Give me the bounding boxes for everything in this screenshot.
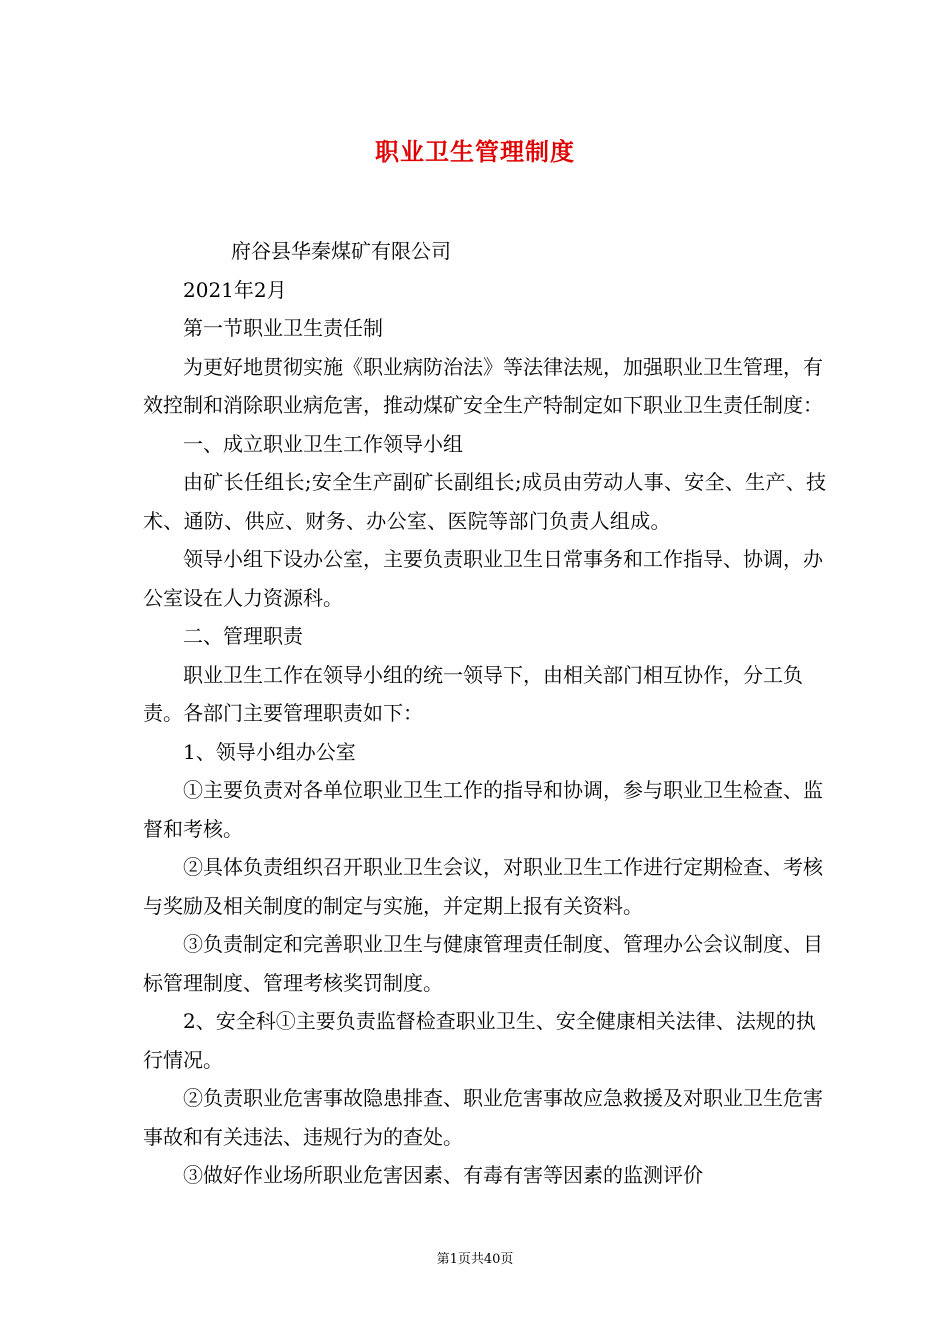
footer-total-pages: 40 — [483, 1252, 501, 1267]
paragraph: ②具体负责组织召开职业卫生会议，对职业卫生工作进行定期检查、考核与奖励及相关制度的制定与实施，并定期上报有关资料。 — [143, 855, 823, 918]
paragraph: 2、安全科①主要负责监督检查职业卫生、安全健康相关法律、法规的执行情况。 — [143, 1009, 816, 1072]
paragraph: 为更好地贯彻实施《职业病防治法》等法律法规，加强职业卫生管理，有效控制和消除职业病危害，推动煤矿安全生产特制定如下职业卫生责任制度： — [143, 354, 823, 417]
page-footer — [0, 1248, 950, 1267]
company-name: 府谷县华秦煤矿有限公司 — [231, 239, 451, 263]
document-body — [143, 232, 833, 1195]
paragraph: ①主要负责对各单位职业卫生工作的指导和协调，参与职业卫生检查、监督和考核。 — [143, 778, 823, 841]
paragraph: 职业卫生工作在领导小组的统一领导下，由相关部门相互协作，分工负责。各部门主要管理职责如下： — [143, 662, 803, 725]
document-date: 2021年2月 — [183, 277, 287, 302]
paragraph: 由矿长任组长;安全生产副矿长副组长;成员由劳动人事、安全、生产、技术、通防、供应、财务、办公室、医院等部门负责人组成。 — [143, 470, 827, 533]
paragraph: ③做好作业场所职业危害因素、有毒有害等因素的监测评价 — [183, 1163, 703, 1187]
footer-prefix: 第 — [436, 1252, 450, 1267]
footer-suffix: 页 — [500, 1252, 514, 1267]
document-title: 职业卫生管理制度 — [375, 137, 575, 166]
section-heading: 第一节职业卫生责任制 — [183, 316, 383, 340]
paragraph: ③负责制定和完善职业卫生与健康管理责任制度、管理办公会议制度、目标管理制度、管理考核奖罚制度。 — [143, 932, 823, 995]
paragraph: ②负责职业危害事故隐患排查、职业危害事故应急救援及对职业卫生危害事故和有关违法、违规行为的查处。 — [143, 1086, 823, 1149]
footer-middle: 页共 — [457, 1252, 484, 1267]
paragraph: 领导小组下设办公室，主要负责职业卫生日常事务和工作指导、协调，办公室设在人力资源科。 — [143, 547, 823, 610]
paragraph: 一、成立职业卫生工作领导小组 — [183, 431, 463, 456]
paragraph: 二、管理职责 — [183, 624, 303, 648]
paragraph: 1、领导小组办公室 — [183, 739, 356, 764]
footer-page-number: 1 — [449, 1252, 458, 1267]
